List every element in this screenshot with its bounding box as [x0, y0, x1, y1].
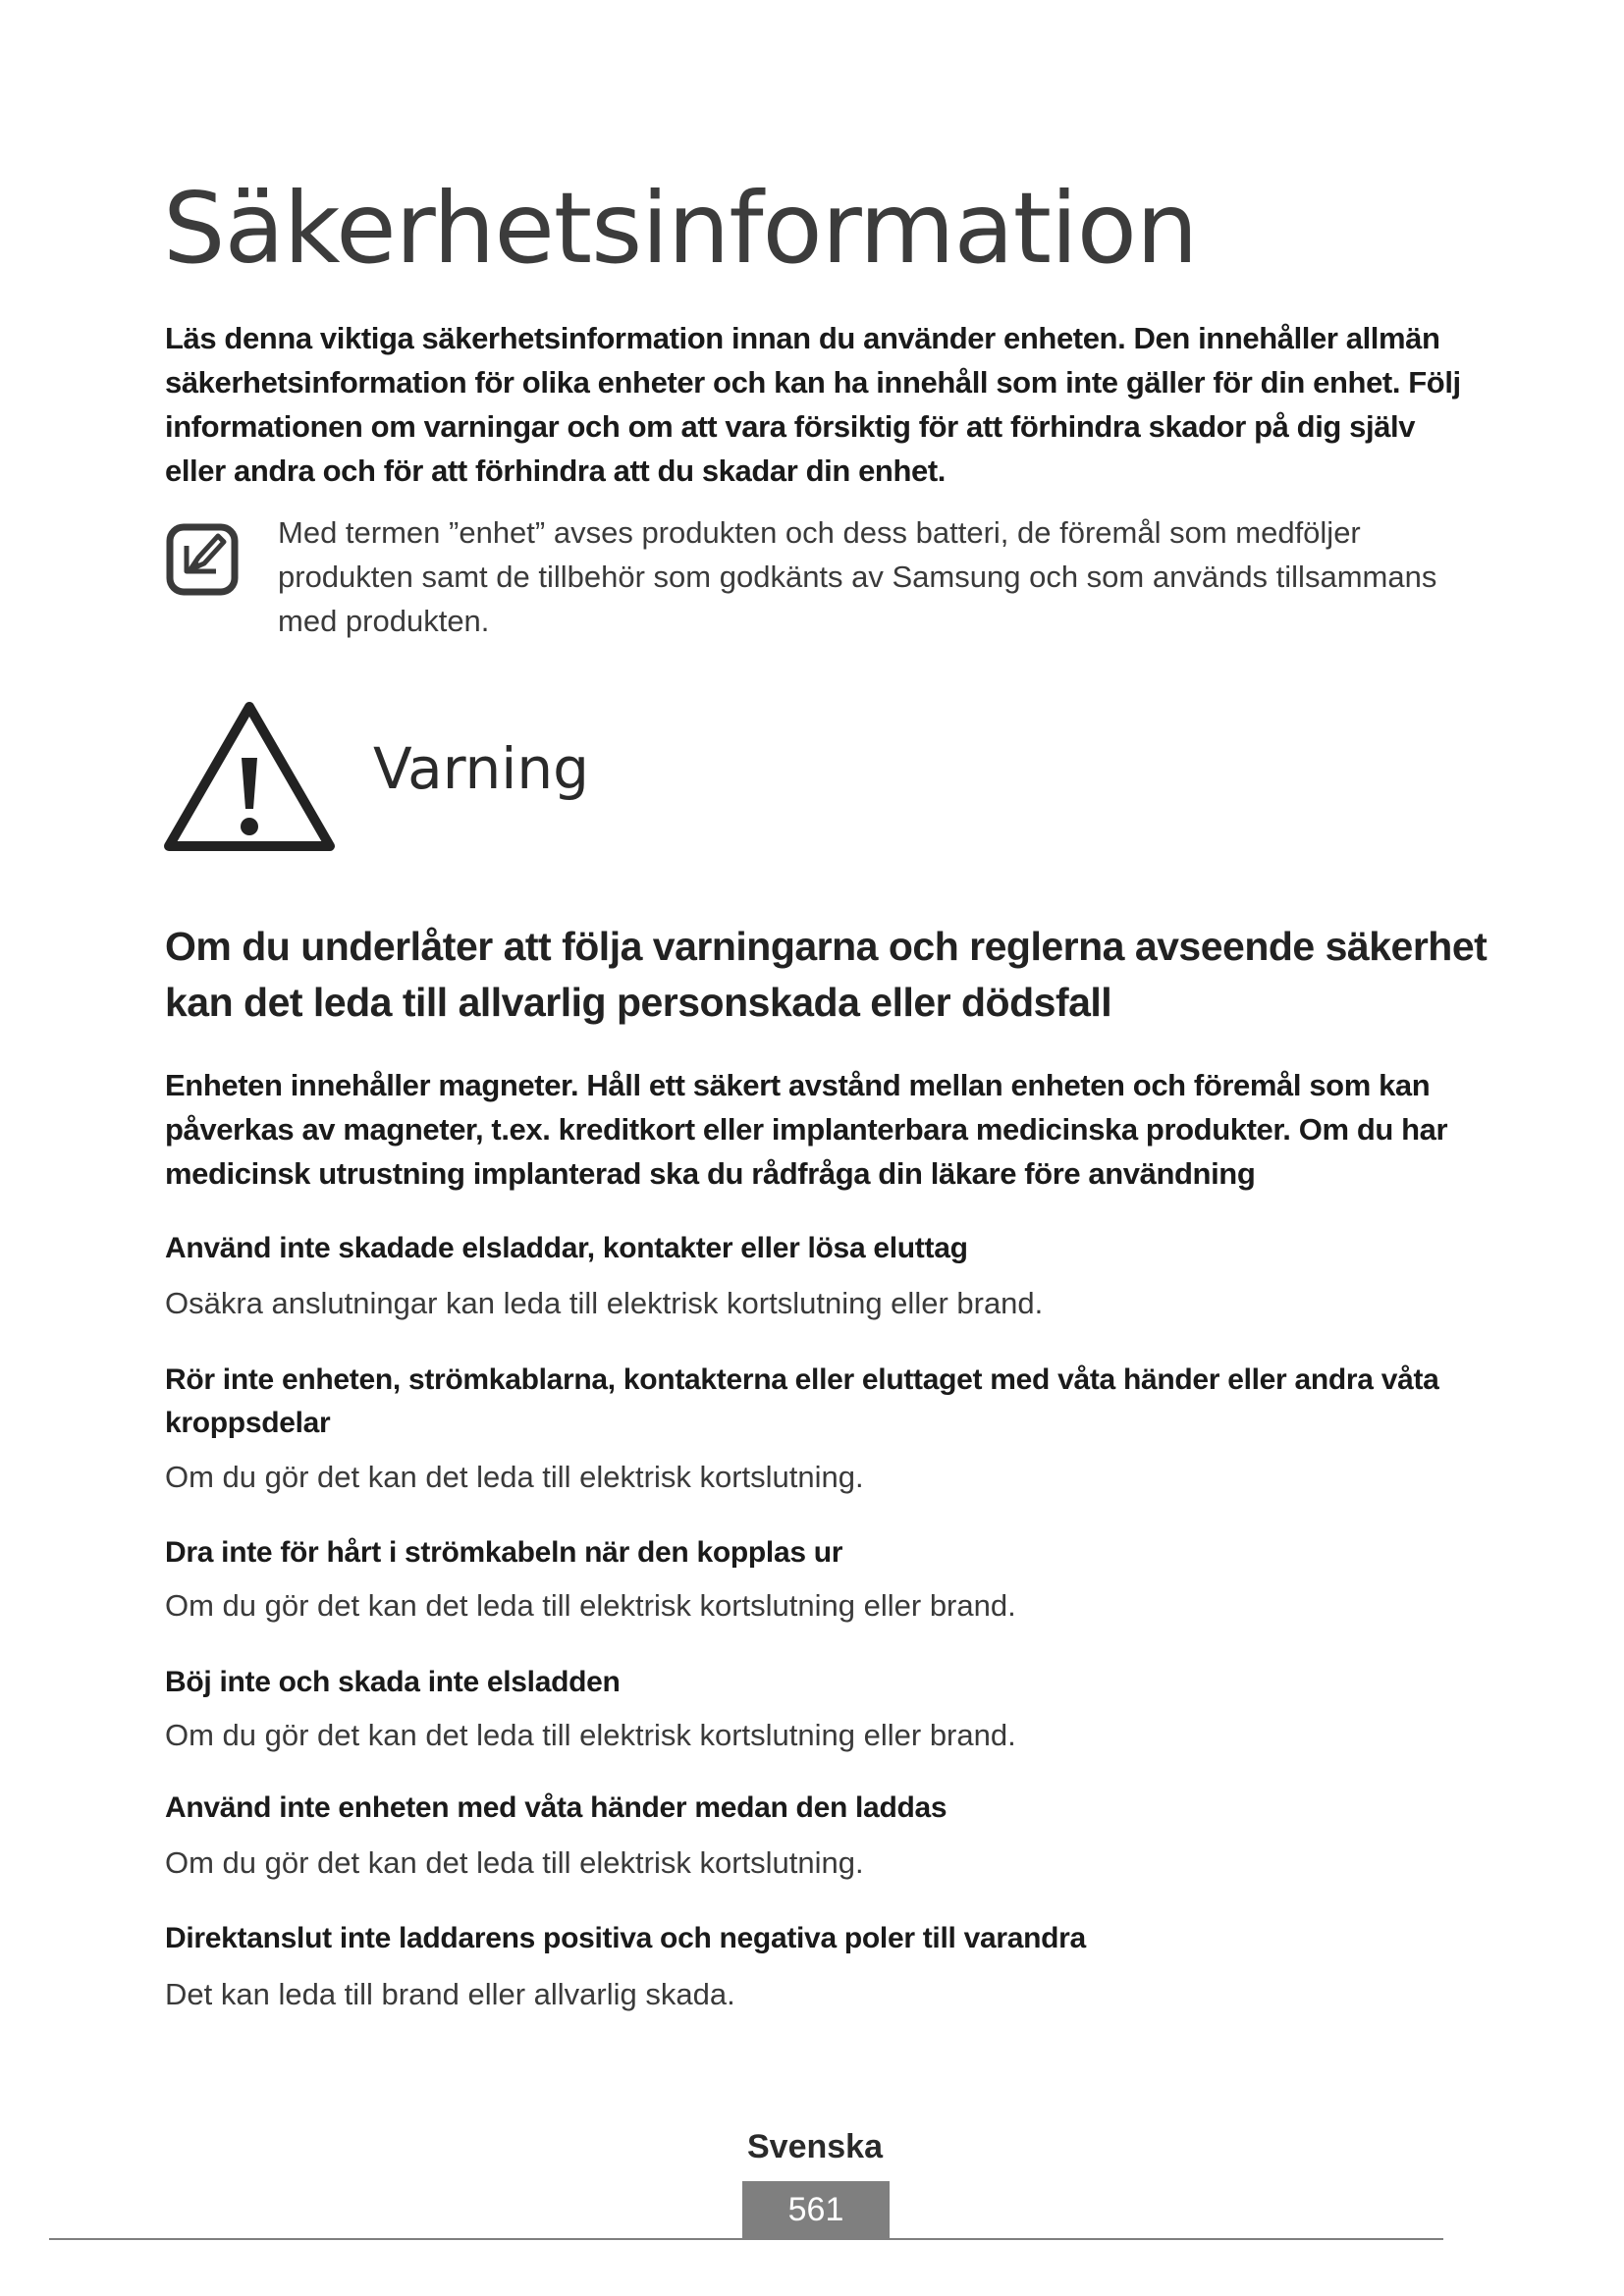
note-pencil-icon: [165, 522, 240, 597]
magnet-warning-text: Enheten innehåller magneter. Håll ett säkert avstånd mellan enheten och föremål som kan påverkas av magneter, t.ex. kreditkort eller implanterbara medicinska produkter. Om du har medicinsk utrustning implanterad ska du rådfråga din läkare före användning: [165, 1068, 1448, 1191]
warning-item-body: Det kan leda till brand eller allvarlig skada.: [165, 1977, 735, 2011]
warning-item-body: Om du gör det kan det leda till elektrisk kortslutning.: [165, 1845, 864, 1880]
warning-item-body: Om du gör det kan det leda till elektrisk kortslutning.: [165, 1460, 864, 1494]
page-title: Säkerhetsinformation: [163, 171, 1198, 286]
warning-item-heading: Dra inte för hårt i strömkabeln när den kopplas ur: [165, 1536, 843, 1569]
warning-item-body: Om du gör det kan det leda till elektrisk kortslutning eller brand.: [165, 1718, 1016, 1752]
warning-item-body: Om du gör det kan det leda till elektrisk kortslutning eller brand.: [165, 1588, 1016, 1623]
warning-item-heading: Använd inte skadade elsladdar, kontakter eller lösa eluttag: [165, 1232, 968, 1264]
language-label: Svenska: [747, 2128, 883, 2165]
page-number: 561: [742, 2181, 890, 2238]
warning-heading: Varning: [373, 735, 589, 802]
warning-item-heading: Rör inte enheten, strömkablarna, kontakterna eller eluttaget med våta händer eller andra våta kroppsdelar: [165, 1363, 1439, 1439]
intro-paragraph: Läs denna viktiga säkerhetsinformation innan du använder enheten. Den innehåller allmän säkerhetsinformation för olika enheter och kan ha innehåll som inte gäller för din enhet. Följ informationen om varningar och om att vara försiktig för att förhindra skador på dig själv eller andra och för att förhindra att du skadar din enhet.: [165, 321, 1461, 488]
note-text: Med termen ”enhet” avses produkten och dess batteri, de föremål som medföljer produkten samt de tillbehör som godkänts av Samsung och som används tillsammans med produkten.: [278, 515, 1437, 638]
warning-item-heading: Böj inte och skada inte elsladden: [165, 1666, 621, 1698]
warning-item-heading: Direktanslut inte laddarens positiva och negativa poler till varandra: [165, 1922, 1086, 1954]
warning-item-heading: Använd inte enheten med våta händer medan den laddas: [165, 1791, 947, 1824]
warning-triangle-icon: [163, 699, 336, 854]
footer-divider: [49, 2238, 1443, 2240]
warning-item-body: Osäkra anslutningar kan leda till elektrisk kortslutning eller brand.: [165, 1286, 1044, 1320]
section-heading: Om du underlåter att följa varningarna och reglerna avseende säkerhet kan det leda till allvarlig personskada eller dödsfall: [165, 924, 1488, 1025]
